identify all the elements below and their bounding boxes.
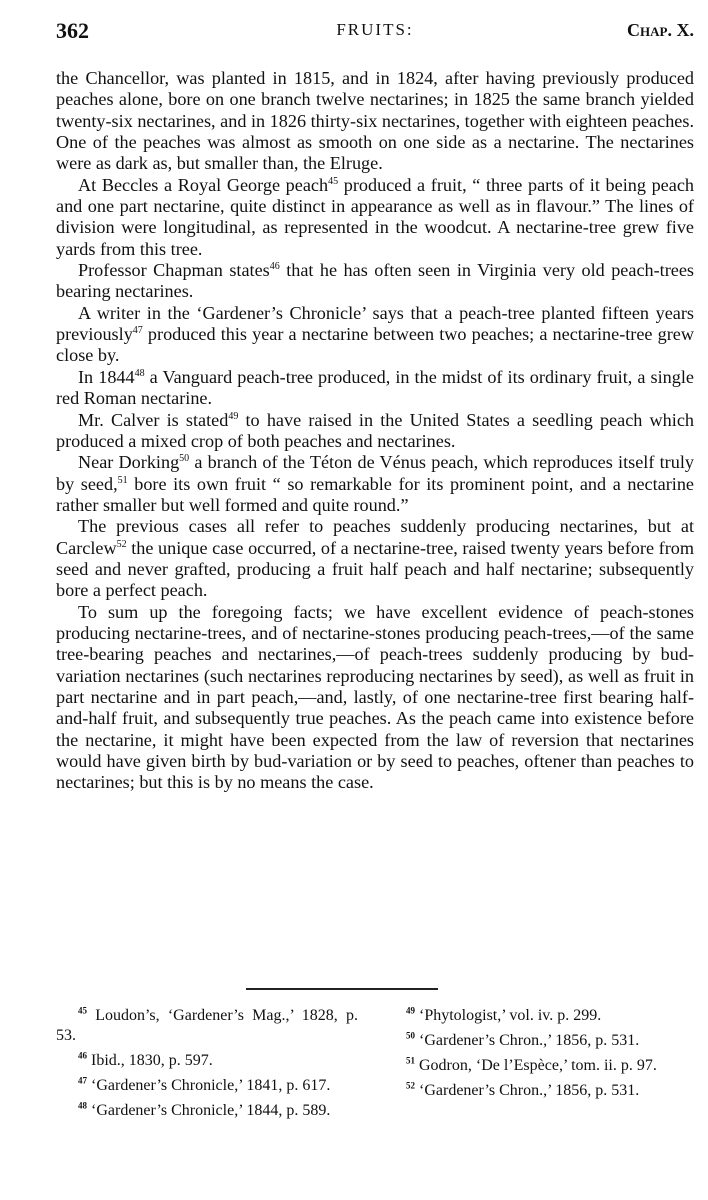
footnote-text: Godron, ‘De l’Espèce,’ tom. ii. p. 97. [415, 1057, 657, 1074]
footnote-ref: 46 [269, 261, 280, 273]
text-run: The previous cases all refer to peaches suddenly producing nectarines, but at Carclew [56, 516, 694, 558]
text-run: produced this year a nectarine between two peaches; a nectarine-tree grew close by. [56, 324, 694, 366]
text-run: Mr. Calver is stated [78, 409, 229, 430]
footnote-ref: 48 [134, 367, 145, 379]
footnote-number: 45 [78, 1005, 87, 1016]
paragraph [56, 367, 694, 410]
footnote-number: 51 [406, 1055, 415, 1066]
footnote [56, 1051, 358, 1071]
body-text [56, 68, 694, 794]
text-run: produced a fruit, “ three parts of it being peach and one part nectarine, quite distinct in appearance as well as in flavour.” The lines of division were longitudinal, as represented in the woodcut. A nectarine-tree grew five yards from this tree. [56, 174, 694, 259]
paragraph [56, 303, 694, 367]
footnote-ref: 45 [328, 175, 339, 187]
footnote-text: ‘Gardener’s Chronicle,’ 1844, p. 589. [87, 1102, 331, 1119]
footnote-text: ‘Gardener’s Chron.,’ 1856, p. 531. [415, 1082, 640, 1099]
text-run: that he has often seen in Virginia very old peach-trees bearing nectarines. [56, 260, 695, 302]
footnote-text: Loudon’s, ‘Gardener’s Mag.,’ 1828, p. 53. [56, 1007, 358, 1044]
footnotes-right-column [384, 1006, 690, 1106]
paragraph [56, 410, 694, 453]
footnote-ref: 51 [117, 474, 128, 486]
footnote [56, 1076, 358, 1096]
footnote-number: 49 [406, 1005, 415, 1016]
paragraph [56, 602, 694, 794]
footnote-ref: 49 [228, 410, 239, 422]
paragraph [56, 452, 694, 516]
footnote-number: 52 [406, 1080, 415, 1091]
text-run: a Vanguard peach-tree produced, in the midst of its ordinary fruit, a single red Roman nectarine. [56, 366, 694, 409]
text-run: a branch of the Téton de Vénus peach, which reproduces itself truly by seed, [56, 452, 694, 494]
paragraph [56, 175, 694, 260]
paragraph [56, 260, 694, 303]
footnote-ref: 50 [179, 453, 190, 465]
paragraph [56, 68, 694, 175]
footnote [56, 1101, 358, 1121]
text-run: Professor Chapman states [78, 260, 270, 281]
paragraph [56, 516, 694, 601]
footnotes-left-column [56, 1006, 358, 1126]
text-run: A writer in the ‘Gardener’s Chronicle’ says that a peach-tree planted fifteen years previously [56, 302, 694, 345]
footnote-divider [246, 988, 438, 990]
footnote-number: 47 [78, 1075, 87, 1086]
page-number: 362 [56, 18, 89, 43]
footnote-ref: 52 [116, 538, 127, 550]
footnote-number: 48 [78, 1100, 87, 1111]
text-run: the Chancellor, was planted in 1815, and in 1824, after having previously produced peaches alone, bore on one branch twelve nectarines; in 1825 the same branch yielded twenty-six nectarines, and in 1826 thirty-six nectarines, together with eighteen peaches. One of the peaches was almost as smooth on one side as a nectarine. The nectarines were as dark as, but smaller than, the Elruge. [56, 68, 694, 174]
footnote-text: ‘Gardener’s Chron.,’ 1856, p. 531. [415, 1032, 640, 1049]
footnote-text: ‘Phytologist,’ vol. iv. p. 299. [415, 1007, 602, 1024]
footnote [384, 1006, 690, 1026]
footnote-ref: 47 [132, 325, 143, 337]
footnote [56, 1006, 358, 1046]
footnote-text: Ibid., 1830, p. 597. [87, 1052, 213, 1069]
footnote-text: ‘Gardener’s Chronicle,’ 1841, p. 617. [87, 1077, 331, 1094]
chapter-label: Chap. X. [627, 20, 694, 40]
running-title: FRUITS: [336, 20, 414, 39]
footnote-number: 46 [78, 1050, 87, 1061]
text-run: bore its own fruit “ so remarkable for its prominent point, and a nectarine rather smaller but well formed and quite round.” [56, 473, 694, 515]
text-run: In 1844 [78, 366, 135, 387]
footnote [384, 1031, 690, 1051]
text-run: to have raised in the United States a seedling peach which produced a mixed crop of both peaches and nectarines. [56, 409, 694, 451]
page-header [56, 18, 694, 48]
footnote [384, 1056, 690, 1076]
footnote [384, 1081, 690, 1101]
text-run: At Beccles a Royal George peach [78, 174, 329, 195]
text-run: Near Dorking [78, 452, 180, 473]
text-run: To sum up the foregoing facts; we have excellent evidence of peach-stones producing nectarine-trees, and of nectarine-stones producing peach-trees,—of the same tree-bearing peaches and nectarines,—of peach-trees suddenly producing by bud-variation nectarines (such nectarines reproducing nectarines by seed), as well as fruit in part nectarine and in part peach,—and, lastly, of one nectarine-tree first bearing half-and-half fruit, and subsequently true peaches. As the peach came into existence before the nectarine, it might have been expected from the law of reversion that nectarines would have given birth by bud-variation or by seed to peaches, oftener than peaches to nectarines; but this is by no means the case. [56, 601, 694, 793]
text-run: the unique case occurred, of a nectarine-tree, raised twenty years before from seed and never grafted, producing a fruit half peach and half nectarine; subsequently bore a perfect peach. [56, 537, 694, 601]
footnote-number: 50 [406, 1030, 415, 1041]
